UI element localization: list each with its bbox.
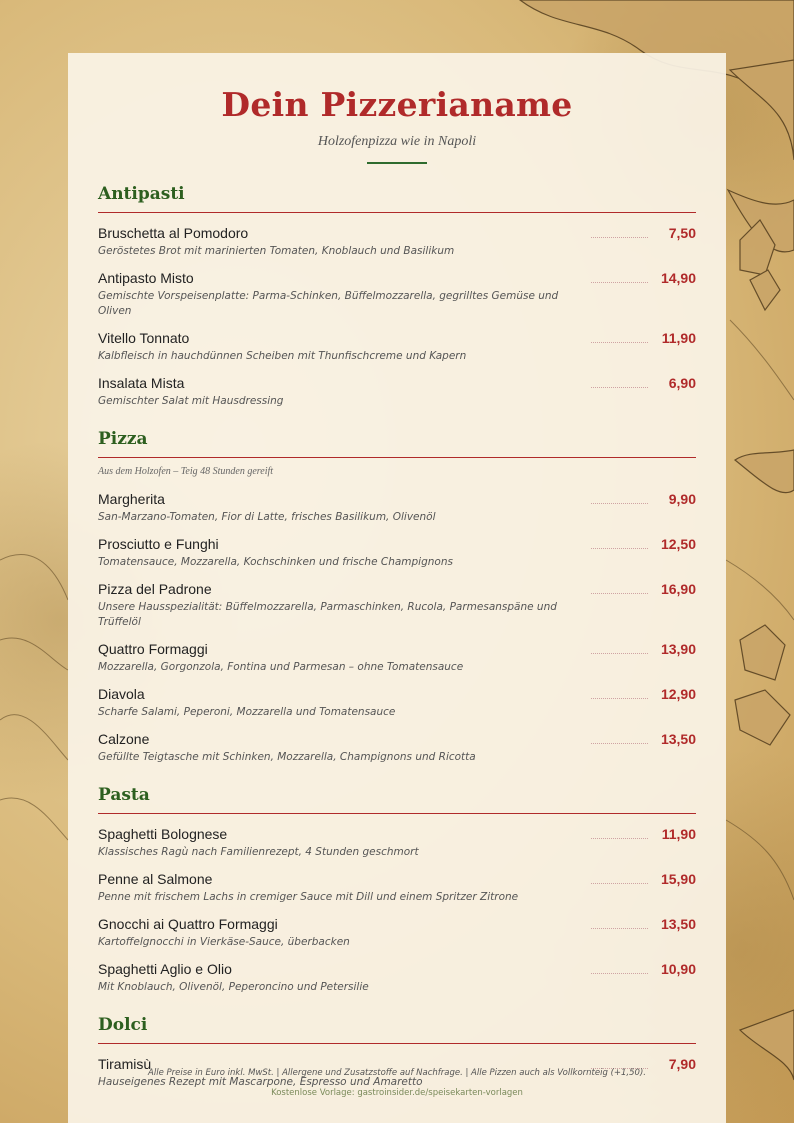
menu-item-price: 13,90 bbox=[660, 641, 696, 657]
footer-note: Alle Preise in Euro inkl. MwSt. | Allergene und Zusatzstoffe auf Nachfrage. | Alle Pizzen auch als Vollkornteig (+1,50). bbox=[148, 1068, 646, 1078]
menu-item-text bbox=[98, 686, 583, 720]
menu-item-description: Mit Knoblauch, Olivenöl, Peperoncino und Petersilie bbox=[98, 981, 369, 993]
menu-item-text bbox=[98, 270, 583, 319]
menu-item bbox=[98, 330, 696, 364]
menu-item bbox=[98, 826, 696, 860]
menu-item-description: Tomatensauce, Mozzarella, Kochschinken und frische Champignons bbox=[98, 556, 453, 568]
menu-sections bbox=[98, 184, 696, 1090]
menu-item bbox=[98, 536, 696, 570]
menu-item-description: Klassisches Ragù nach Familienrezept, 4 Stunden geschmort bbox=[98, 846, 419, 858]
menu-item-price: 11,90 bbox=[661, 330, 696, 346]
price-leader-dots bbox=[591, 826, 648, 839]
menu-item-description: Gemischte Vorspeisenplatte: Parma-Schinken, Büffelmozzarella, gegrilltes Gemüse und Oliven bbox=[98, 290, 559, 317]
menu-item-description: Scharfe Salami, Peperoni, Mozzarella und Tomatensauce bbox=[98, 706, 396, 718]
menu-item-price: 13,50 bbox=[660, 731, 696, 747]
section-title: Antipasti bbox=[98, 184, 696, 213]
menu-item-list bbox=[98, 826, 696, 995]
price-leader-dots bbox=[591, 686, 648, 699]
menu-item-price: 16,90 bbox=[660, 581, 696, 597]
menu-card bbox=[68, 53, 726, 1123]
menu-item-price: 10,90 bbox=[660, 961, 696, 977]
menu-section-antipasti bbox=[98, 184, 696, 409]
price-leader-dots bbox=[591, 536, 648, 549]
menu-item-description: Unsere Hausspezialität: Büffelmozzarella, Parmaschinken, Rucola, Parmesanspäne und Trüffelöl bbox=[98, 601, 557, 628]
menu-item-description: Kartoffelgnocchi in Vierkäse-Sauce, überbacken bbox=[98, 936, 350, 948]
menu-item-name: Penne al Salmone bbox=[98, 871, 213, 887]
menu-section-pizza bbox=[98, 429, 696, 765]
menu-item-text bbox=[98, 375, 583, 409]
menu-item-description: Mozzarella, Gorgonzola, Fontina und Parmesan – ohne Tomatensauce bbox=[98, 661, 464, 673]
menu-item bbox=[98, 225, 696, 259]
menu-item bbox=[98, 916, 696, 950]
menu-item-name: Pizza del Padrone bbox=[98, 581, 212, 597]
menu-item-price: 7,50 bbox=[668, 225, 696, 241]
price-leader-dots bbox=[591, 225, 648, 238]
price-leader-dots bbox=[591, 491, 648, 504]
menu-item bbox=[98, 871, 696, 905]
menu-item-name: Bruschetta al Pomodoro bbox=[98, 225, 249, 241]
menu-item-description: Gefüllte Teigtasche mit Schinken, Mozzarella, Champignons und Ricotta bbox=[98, 751, 476, 763]
section-title: Dolci bbox=[98, 1015, 696, 1044]
menu-item-list bbox=[98, 225, 696, 409]
menu-item bbox=[98, 641, 696, 675]
menu-item-text bbox=[98, 536, 583, 570]
price-leader-dots bbox=[591, 641, 648, 654]
menu-item bbox=[98, 375, 696, 409]
menu-item-name: Margherita bbox=[98, 491, 165, 507]
menu-item-name: Diavola bbox=[98, 686, 145, 702]
footer-credit: Kostenlose Vorlage: gastroinsider.de/speisekarten-vorlagen bbox=[271, 1088, 523, 1098]
price-leader-dots bbox=[591, 871, 648, 884]
section-title: Pasta bbox=[98, 785, 696, 814]
restaurant-title: Dein Pizzerianame bbox=[221, 85, 573, 124]
menu-section-pasta bbox=[98, 785, 696, 995]
title-divider bbox=[367, 162, 427, 164]
restaurant-subtitle: Holzofenpizza wie in Napoli bbox=[317, 134, 477, 149]
menu-item-description: Kalbfleisch in hauchdünnen Scheiben mit Thunfischcreme und Kapern bbox=[98, 350, 467, 362]
menu-item-name: Antipasto Misto bbox=[98, 270, 194, 286]
menu-item-price: 9,90 bbox=[668, 491, 696, 507]
price-leader-dots bbox=[591, 330, 648, 343]
menu-item-price: 12,50 bbox=[660, 536, 696, 552]
menu-item-name: Spaghetti Bolognese bbox=[98, 826, 228, 842]
menu-item-name: Prosciutto e Funghi bbox=[98, 536, 219, 552]
menu-item-text bbox=[98, 581, 583, 630]
menu-item-price: 7,90 bbox=[668, 1056, 696, 1072]
section-title: Pizza bbox=[98, 429, 696, 458]
price-leader-dots bbox=[591, 731, 648, 744]
menu-item-description: San-Marzano-Tomaten, Fior di Latte, frisches Basilikum, Olivenöl bbox=[98, 511, 436, 523]
price-leader-dots bbox=[591, 961, 648, 974]
section-note: Aus dem Holzofen – Teig 48 Stunden gereift bbox=[98, 466, 274, 477]
menu-item bbox=[98, 581, 696, 630]
menu-item-description: Penne mit frischem Lachs in cremiger Sauce mit Dill und einem Spritzer Zitrone bbox=[98, 891, 519, 903]
price-leader-dots bbox=[591, 581, 648, 594]
menu-item-description: Hauseigenes Rezept mit Mascarpone, Espresso und Amaretto bbox=[98, 1076, 423, 1088]
menu-item-name: Calzone bbox=[98, 731, 150, 747]
menu-item-name: Tiramisù bbox=[98, 1056, 152, 1072]
menu-item-text bbox=[98, 491, 583, 525]
menu-item-name: Insalata Mista bbox=[98, 375, 185, 391]
menu-item-name: Vitello Tonnato bbox=[98, 330, 190, 346]
menu-item bbox=[98, 491, 696, 525]
menu-item-name: Spaghetti Aglio e Olio bbox=[98, 961, 232, 977]
price-leader-dots bbox=[591, 270, 648, 283]
menu-item-text bbox=[98, 225, 583, 259]
menu-item-price: 13,50 bbox=[660, 916, 696, 932]
menu-item-text bbox=[98, 641, 583, 675]
menu-item bbox=[98, 961, 696, 995]
menu-item-name: Gnocchi ai Quattro Formaggi bbox=[98, 916, 278, 932]
menu-item-price: 15,90 bbox=[660, 871, 696, 887]
menu-item-price: 14,90 bbox=[660, 270, 696, 286]
menu-item-text bbox=[98, 330, 583, 364]
menu-item-text bbox=[98, 871, 583, 905]
menu-item bbox=[98, 686, 696, 720]
menu-item-text bbox=[98, 916, 583, 950]
menu-item-text bbox=[98, 826, 583, 860]
menu-section-dolci bbox=[98, 1015, 696, 1090]
menu-item-list bbox=[98, 491, 696, 765]
menu-item-price: 11,90 bbox=[661, 826, 696, 842]
menu-item-text bbox=[98, 961, 583, 995]
menu-item-description: Gemischter Salat mit Hausdressing bbox=[98, 395, 284, 407]
menu-item-text bbox=[98, 731, 583, 765]
price-leader-dots bbox=[591, 375, 648, 388]
menu-item-price: 12,90 bbox=[660, 686, 696, 702]
menu-item-price: 6,90 bbox=[668, 375, 696, 391]
menu-item-name: Quattro Formaggi bbox=[98, 641, 208, 657]
price-leader-dots bbox=[591, 916, 648, 929]
menu-item bbox=[98, 270, 696, 319]
menu-item bbox=[98, 731, 696, 765]
menu-item-description: Geröstetes Brot mit marinierten Tomaten, Knoblauch und Basilikum bbox=[98, 245, 455, 257]
